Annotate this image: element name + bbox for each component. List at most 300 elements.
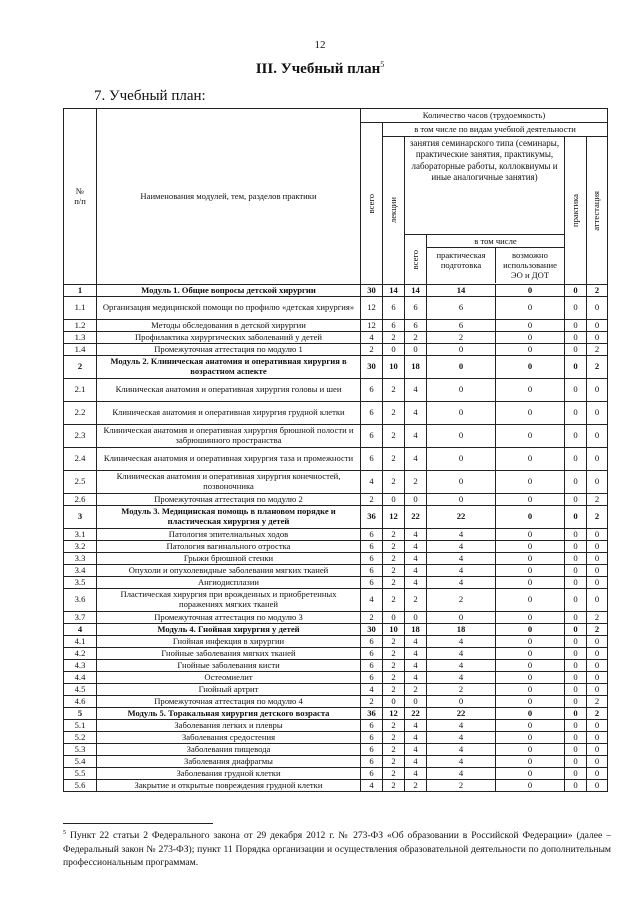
row-practical-training: 22 (427, 506, 496, 529)
row-practical-training: 0 (427, 425, 496, 448)
row-attestation: 0 (587, 660, 608, 672)
row-eo-dot: 0 (496, 696, 565, 708)
row-attestation: 0 (587, 780, 608, 792)
row-total: 30 (361, 624, 383, 636)
table-row (64, 720, 608, 732)
row-lectures: 2 (383, 379, 405, 402)
row-seminar-total: 4 (405, 732, 427, 744)
row-lectures: 0 (383, 494, 405, 506)
row-name: Промежуточная аттестация по модулю 4 (97, 696, 361, 708)
module-row (64, 506, 608, 529)
row-eo-dot: 0 (496, 648, 565, 660)
row-total: 2 (361, 494, 383, 506)
row-attestation: 0 (587, 402, 608, 425)
module-row (64, 708, 608, 720)
row-name: Модуль 4. Гнойная хирургия у детей (97, 624, 361, 636)
row-practical-training: 4 (427, 553, 496, 565)
row-lectures: 14 (383, 285, 405, 297)
header-name: Наименования модулей, тем, разделов практики (97, 109, 361, 285)
row-practice: 0 (565, 684, 587, 696)
row-eo-dot: 0 (496, 732, 565, 744)
row-practice: 0 (565, 344, 587, 356)
row-eo-dot: 0 (496, 660, 565, 672)
table-row (64, 344, 608, 356)
row-eo-dot: 0 (496, 589, 565, 612)
row-seminar-total: 4 (405, 553, 427, 565)
row-seminar-total: 0 (405, 494, 427, 506)
row-name: Патология эпителиальных ходов (97, 529, 361, 541)
row-number: 4.5 (64, 684, 97, 696)
row-practical-training: 0 (427, 344, 496, 356)
row-total: 6 (361, 636, 383, 648)
row-practical-training: 0 (427, 696, 496, 708)
row-attestation: 0 (587, 720, 608, 732)
row-seminar-total: 4 (405, 744, 427, 756)
row-name: Клиническая анатомия и оперативная хирургия грудной клетки (97, 402, 361, 425)
row-practical-training: 0 (427, 471, 496, 494)
row-number: 1.1 (64, 297, 97, 320)
row-practical-training: 4 (427, 768, 496, 780)
row-eo-dot: 0 (496, 672, 565, 684)
row-seminar-total: 2 (405, 684, 427, 696)
row-name: Профилактика хирургических заболеваний у детей (97, 332, 361, 344)
row-number: 2.1 (64, 379, 97, 402)
row-practical-training: 0 (427, 379, 496, 402)
row-seminar-total: 18 (405, 356, 427, 379)
row-total: 12 (361, 297, 383, 320)
row-attestation: 2 (587, 344, 608, 356)
row-lectures: 0 (383, 696, 405, 708)
row-practice: 0 (565, 577, 587, 589)
row-eo-dot: 0 (496, 529, 565, 541)
section-title-text: III. Учебный план (255, 61, 381, 77)
page-number: 12 (314, 39, 326, 51)
row-seminar-total: 2 (405, 589, 427, 612)
row-practical-training: 4 (427, 529, 496, 541)
row-name: Заболевания средостения (97, 732, 361, 744)
row-name: Заболевания диафрагмы (97, 756, 361, 768)
row-name: Заболевания грудной клетки (97, 768, 361, 780)
row-practical-training: 4 (427, 672, 496, 684)
row-practical-training: 0 (427, 448, 496, 471)
row-total: 6 (361, 756, 383, 768)
row-number: 2.4 (64, 448, 97, 471)
row-number: 2.3 (64, 425, 97, 448)
table-row (64, 332, 608, 344)
row-lectures: 2 (383, 541, 405, 553)
row-total: 4 (361, 589, 383, 612)
row-eo-dot: 0 (496, 297, 565, 320)
row-number: 4.1 (64, 636, 97, 648)
row-name: Клиническая анатомия и оперативная хирургия таза и промежности (97, 448, 361, 471)
row-practice: 0 (565, 660, 587, 672)
row-attestation: 2 (587, 708, 608, 720)
row-lectures: 2 (383, 780, 405, 792)
row-attestation: 0 (587, 565, 608, 577)
row-lectures: 2 (383, 672, 405, 684)
row-name: Промежуточная аттестация по модулю 2 (97, 494, 361, 506)
row-practice: 0 (565, 356, 587, 379)
row-eo-dot: 0 (496, 720, 565, 732)
row-attestation: 0 (587, 425, 608, 448)
row-lectures: 2 (383, 448, 405, 471)
row-number: 5.6 (64, 780, 97, 792)
row-eo-dot: 0 (496, 541, 565, 553)
table-row (64, 696, 608, 708)
row-name: Патология вагинального отростка (97, 541, 361, 553)
row-practical-training: 18 (427, 624, 496, 636)
row-seminar-total: 18 (405, 624, 427, 636)
row-practice: 0 (565, 379, 587, 402)
row-eo-dot: 0 (496, 402, 565, 425)
row-practice: 0 (565, 624, 587, 636)
row-eo-dot: 0 (496, 448, 565, 471)
table-row (64, 768, 608, 780)
row-name: Промежуточная аттестация по модулю 3 (97, 612, 361, 624)
header-practice (565, 137, 587, 285)
row-total: 6 (361, 565, 383, 577)
row-lectures: 0 (383, 612, 405, 624)
row-total: 6 (361, 720, 383, 732)
row-attestation: 0 (587, 297, 608, 320)
row-number: 5.4 (64, 756, 97, 768)
footnote (63, 829, 611, 869)
table-row (64, 589, 608, 612)
row-attestation: 0 (587, 577, 608, 589)
header-seminar-total (405, 235, 427, 285)
row-number: 4 (64, 624, 97, 636)
row-attestation: 0 (587, 732, 608, 744)
row-lectures: 10 (383, 356, 405, 379)
table-row (64, 565, 608, 577)
header-practice-label: практика (569, 194, 580, 227)
row-seminar-total: 2 (405, 780, 427, 792)
table-row (64, 660, 608, 672)
module-row (64, 356, 608, 379)
row-lectures: 0 (383, 344, 405, 356)
row-practice: 0 (565, 332, 587, 344)
header-attestation-label: аттестация (591, 190, 602, 231)
table-row (64, 756, 608, 768)
header-in-that (427, 235, 565, 285)
row-total: 30 (361, 285, 383, 297)
row-seminar-total: 4 (405, 529, 427, 541)
row-eo-dot: 0 (496, 285, 565, 297)
row-practice: 0 (565, 648, 587, 660)
row-eo-dot: 0 (496, 612, 565, 624)
row-lectures: 2 (383, 529, 405, 541)
row-lectures: 2 (383, 756, 405, 768)
row-eo-dot: 0 (496, 708, 565, 720)
row-practical-training: 2 (427, 684, 496, 696)
table-row (64, 297, 608, 320)
row-number: 1.2 (64, 320, 97, 332)
row-attestation: 0 (587, 768, 608, 780)
header-eo-dot: возможно использование ЭО и ДОТ (503, 250, 557, 280)
row-total: 6 (361, 744, 383, 756)
row-lectures: 2 (383, 648, 405, 660)
row-name: Грыжи брюшной стенки (97, 553, 361, 565)
footnote-divider (63, 823, 213, 824)
row-attestation: 0 (587, 471, 608, 494)
row-name: Модуль 2. Клиническая анатомия и оперативная хирургия в возрастном аспекте (97, 356, 361, 379)
row-name: Гнойные заболевания кисти (97, 660, 361, 672)
row-attestation: 2 (587, 696, 608, 708)
row-practice: 0 (565, 744, 587, 756)
row-name: Ангиодисплазии (97, 577, 361, 589)
row-attestation: 0 (587, 553, 608, 565)
header-by-activity: в том числе по видам учебной деятельности (383, 123, 608, 137)
row-practical-training: 4 (427, 541, 496, 553)
row-name: Гнойные заболевания мягких тканей (97, 648, 361, 660)
row-practical-training: 4 (427, 636, 496, 648)
row-lectures: 2 (383, 332, 405, 344)
row-name: Модуль 3. Медицинская помощь в плановом порядке и пластическая хирургия у детей (97, 506, 361, 529)
table-row (64, 636, 608, 648)
row-lectures: 2 (383, 589, 405, 612)
table-row (64, 448, 608, 471)
row-practice: 0 (565, 320, 587, 332)
row-practice: 0 (565, 636, 587, 648)
row-number: 5.2 (64, 732, 97, 744)
row-seminar-total: 22 (405, 506, 427, 529)
row-name: Модуль 1. Общие вопросы детской хирургии (97, 285, 361, 297)
row-seminar-total: 4 (405, 636, 427, 648)
row-practical-training: 4 (427, 577, 496, 589)
table-row (64, 648, 608, 660)
curriculum-body (64, 285, 608, 792)
table-row (64, 541, 608, 553)
row-name: Опухоли и опухолевидные заболевания мягких тканей (97, 565, 361, 577)
row-practice: 0 (565, 780, 587, 792)
row-seminar-total: 4 (405, 768, 427, 780)
row-eo-dot: 0 (496, 494, 565, 506)
row-eo-dot: 0 (496, 768, 565, 780)
table-row (64, 780, 608, 792)
row-number: 4.2 (64, 648, 97, 660)
row-practice: 0 (565, 756, 587, 768)
row-lectures: 2 (383, 636, 405, 648)
section-title (0, 60, 640, 78)
row-total: 6 (361, 660, 383, 672)
row-total: 6 (361, 672, 383, 684)
row-total: 30 (361, 356, 383, 379)
row-lectures: 2 (383, 720, 405, 732)
row-lectures: 2 (383, 553, 405, 565)
row-number: 3.5 (64, 577, 97, 589)
row-total: 6 (361, 577, 383, 589)
row-eo-dot: 0 (496, 636, 565, 648)
row-eo-dot: 0 (496, 756, 565, 768)
row-total: 2 (361, 696, 383, 708)
row-seminar-total: 4 (405, 756, 427, 768)
row-name: Заболевания легких и плевры (97, 720, 361, 732)
row-number: 4.6 (64, 696, 97, 708)
row-seminar-total: 4 (405, 577, 427, 589)
row-attestation: 0 (587, 379, 608, 402)
row-total: 12 (361, 320, 383, 332)
row-attestation: 0 (587, 756, 608, 768)
row-lectures: 2 (383, 660, 405, 672)
row-eo-dot: 0 (496, 565, 565, 577)
table-row (64, 612, 608, 624)
row-practical-training: 6 (427, 297, 496, 320)
header-in-that-label: в том числе (427, 236, 564, 249)
header-total (361, 123, 383, 285)
row-number: 3 (64, 506, 97, 529)
row-practical-training: 4 (427, 648, 496, 660)
row-practical-training: 4 (427, 720, 496, 732)
row-practical-training: 4 (427, 744, 496, 756)
row-attestation: 0 (587, 672, 608, 684)
row-seminar-total: 4 (405, 541, 427, 553)
table-row (64, 402, 608, 425)
row-practice: 0 (565, 297, 587, 320)
table-row (64, 494, 608, 506)
row-attestation: 2 (587, 506, 608, 529)
row-attestation: 2 (587, 285, 608, 297)
row-eo-dot: 0 (496, 577, 565, 589)
row-eo-dot: 0 (496, 684, 565, 696)
row-name: Остеомиелит (97, 672, 361, 684)
row-lectures: 12 (383, 506, 405, 529)
row-total: 6 (361, 402, 383, 425)
row-seminar-total: 4 (405, 660, 427, 672)
table-row (64, 529, 608, 541)
row-practical-training: 22 (427, 708, 496, 720)
row-total: 4 (361, 332, 383, 344)
row-attestation: 0 (587, 529, 608, 541)
table-row (64, 577, 608, 589)
row-total: 6 (361, 768, 383, 780)
row-seminar-total: 4 (405, 720, 427, 732)
row-attestation: 2 (587, 612, 608, 624)
row-seminar-total: 22 (405, 708, 427, 720)
row-practice: 0 (565, 285, 587, 297)
table-row (64, 553, 608, 565)
row-name: Клиническая анатомия и оперативная хирургия брюшной полости и забрюшинного пространства (97, 425, 361, 448)
row-seminar-total: 6 (405, 320, 427, 332)
row-total: 6 (361, 541, 383, 553)
row-practice: 0 (565, 553, 587, 565)
row-total: 6 (361, 553, 383, 565)
row-lectures: 12 (383, 708, 405, 720)
row-practical-training: 0 (427, 356, 496, 379)
row-name: Пластическая хирургия при врожденных и приобретенных поражениях мягких тканей (97, 589, 361, 612)
header-attestation (587, 137, 608, 285)
row-total: 36 (361, 506, 383, 529)
row-name: Закрытие и открытые повреждения грудной клетки (97, 780, 361, 792)
row-number: 3.7 (64, 612, 97, 624)
row-practice: 0 (565, 696, 587, 708)
row-total: 2 (361, 344, 383, 356)
row-practice: 0 (565, 402, 587, 425)
row-total: 4 (361, 780, 383, 792)
row-number: 5 (64, 708, 97, 720)
row-number: 1.4 (64, 344, 97, 356)
table-row (64, 320, 608, 332)
row-attestation: 0 (587, 332, 608, 344)
table-row (64, 379, 608, 402)
row-name: Клиническая анатомия и оперативная хирургия конечностей, позвоночника (97, 471, 361, 494)
row-practical-training: 2 (427, 589, 496, 612)
row-attestation: 0 (587, 636, 608, 648)
row-eo-dot: 0 (496, 356, 565, 379)
row-practice: 0 (565, 541, 587, 553)
row-eo-dot: 0 (496, 332, 565, 344)
row-eo-dot: 0 (496, 624, 565, 636)
row-name: Заболевания пищевода (97, 744, 361, 756)
row-lectures: 2 (383, 402, 405, 425)
row-total: 4 (361, 471, 383, 494)
row-practice: 0 (565, 529, 587, 541)
row-practice: 0 (565, 425, 587, 448)
row-name: Промежуточная аттестация по модулю 1 (97, 344, 361, 356)
row-practical-training: 4 (427, 565, 496, 577)
row-lectures: 2 (383, 565, 405, 577)
row-attestation: 0 (587, 648, 608, 660)
footnote-ref: 5 (63, 830, 66, 836)
module-row (64, 285, 608, 297)
footnote-reference: 5 (380, 60, 385, 69)
row-seminar-total: 2 (405, 471, 427, 494)
header-lectures-label: лекции (387, 197, 398, 224)
header-total-label: всего (365, 193, 376, 214)
row-name: Гнойный артрит (97, 684, 361, 696)
row-lectures: 2 (383, 684, 405, 696)
row-seminar-total: 6 (405, 297, 427, 320)
row-practice: 0 (565, 612, 587, 624)
row-practical-training: 0 (427, 612, 496, 624)
table-row (64, 672, 608, 684)
row-seminar-total: 0 (405, 344, 427, 356)
row-total: 36 (361, 708, 383, 720)
row-lectures: 2 (383, 732, 405, 744)
row-lectures: 2 (383, 471, 405, 494)
module-row (64, 624, 608, 636)
row-attestation: 2 (587, 494, 608, 506)
header-hours: Количество часов (трудоемкость) (361, 109, 608, 123)
table-row (64, 684, 608, 696)
row-number: 2.2 (64, 402, 97, 425)
row-total: 2 (361, 612, 383, 624)
row-attestation: 2 (587, 356, 608, 379)
row-total: 6 (361, 379, 383, 402)
row-number: 2 (64, 356, 97, 379)
plan-caption: 7. Учебный план: (94, 88, 206, 104)
row-number: 4.3 (64, 660, 97, 672)
row-total: 4 (361, 684, 383, 696)
row-attestation: 0 (587, 589, 608, 612)
row-name: Клиническая анатомия и оперативная хирургия головы и шеи (97, 379, 361, 402)
row-eo-dot: 0 (496, 780, 565, 792)
header-lectures (383, 137, 405, 285)
row-seminar-total: 4 (405, 379, 427, 402)
row-eo-dot: 0 (496, 744, 565, 756)
row-practice: 0 (565, 589, 587, 612)
row-practical-training: 2 (427, 780, 496, 792)
row-attestation: 2 (587, 624, 608, 636)
row-practical-training: 4 (427, 732, 496, 744)
row-practical-training: 2 (427, 332, 496, 344)
row-eo-dot: 0 (496, 425, 565, 448)
row-seminar-total: 0 (405, 612, 427, 624)
row-lectures: 2 (383, 577, 405, 589)
row-seminar-total: 4 (405, 648, 427, 660)
row-seminar-total: 4 (405, 565, 427, 577)
row-seminar-total: 4 (405, 425, 427, 448)
row-lectures: 2 (383, 744, 405, 756)
